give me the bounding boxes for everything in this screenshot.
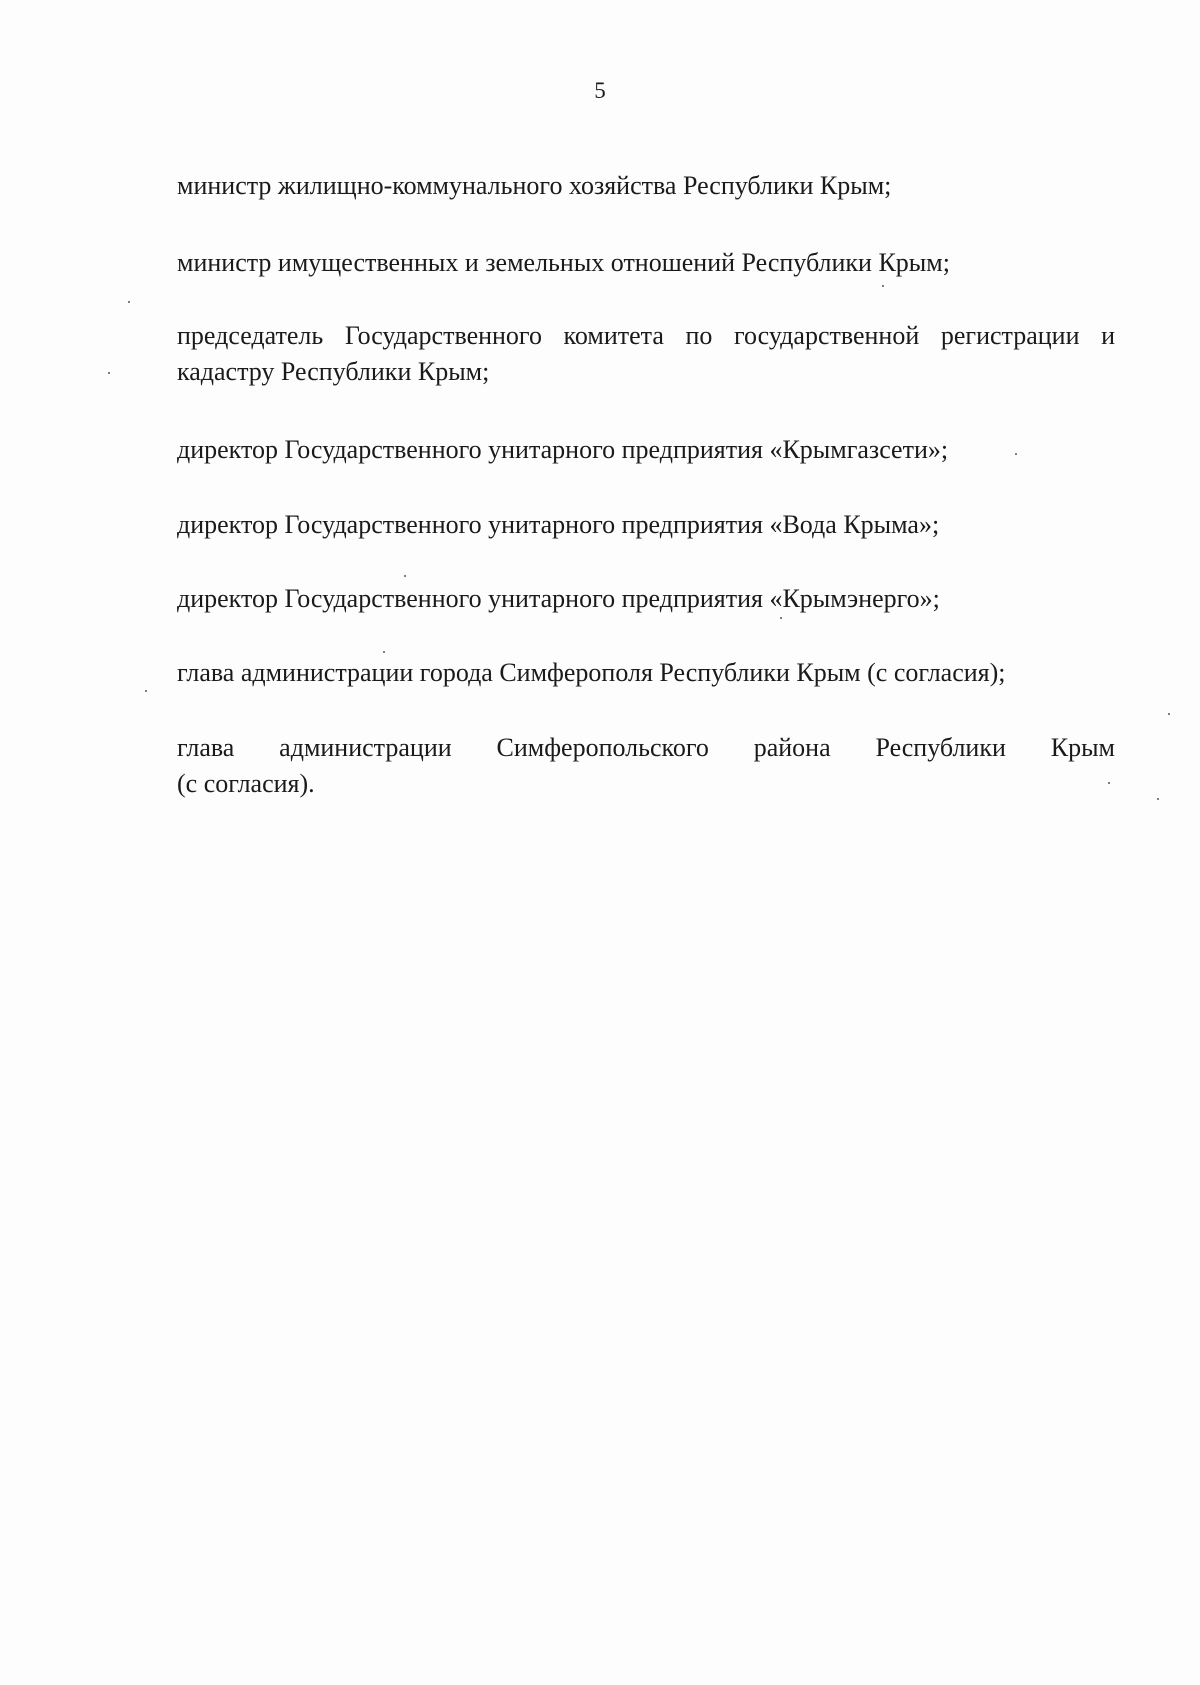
list-item-line: кадастру Республики Крым; [177, 357, 490, 386]
list-item-line: (с согласия). [177, 769, 315, 798]
list-item-minister-property: министр имущественных и земельных отношений Республики Крым; [177, 248, 950, 277]
scan-speck [404, 575, 406, 577]
scan-speck [1015, 453, 1017, 455]
page-number: 5 [594, 78, 606, 103]
list-item-director-krymgazseti: директор Государственного унитарного предприятия «Крымгазсети»; [177, 435, 949, 464]
list-item-head-simferopol-city: глава администрации города Симферополя Республики Крым (с согласия); [177, 658, 1006, 687]
list-item-director-krymenergo: директор Государственного унитарного предприятия «Крымэнерго»; [177, 584, 940, 613]
scan-speck [145, 690, 147, 692]
scan-speck [882, 285, 884, 287]
list-item-state-committee-chair [177, 318, 1115, 390]
scan-speck [383, 651, 385, 653]
scan-speck [1108, 782, 1110, 784]
list-item-line: председатель Государственного комитета по государственной регистрации и [177, 321, 1115, 350]
scan-speck [128, 301, 130, 303]
scan-speck [1168, 713, 1170, 715]
scan-speck [108, 372, 110, 374]
scan-speck [780, 617, 782, 619]
list-item-director-voda-kryma: директор Государственного унитарного предприятия «Вода Крыма»; [177, 510, 940, 539]
scan-speck [1157, 798, 1159, 800]
list-item-head-simferopol-district [177, 730, 1115, 802]
list-item-line: глава администрации Симферопольского района Республики Крым [177, 733, 1115, 762]
list-item-minister-housing: министр жилищно-коммунального хозяйства Республики Крым; [177, 171, 892, 200]
